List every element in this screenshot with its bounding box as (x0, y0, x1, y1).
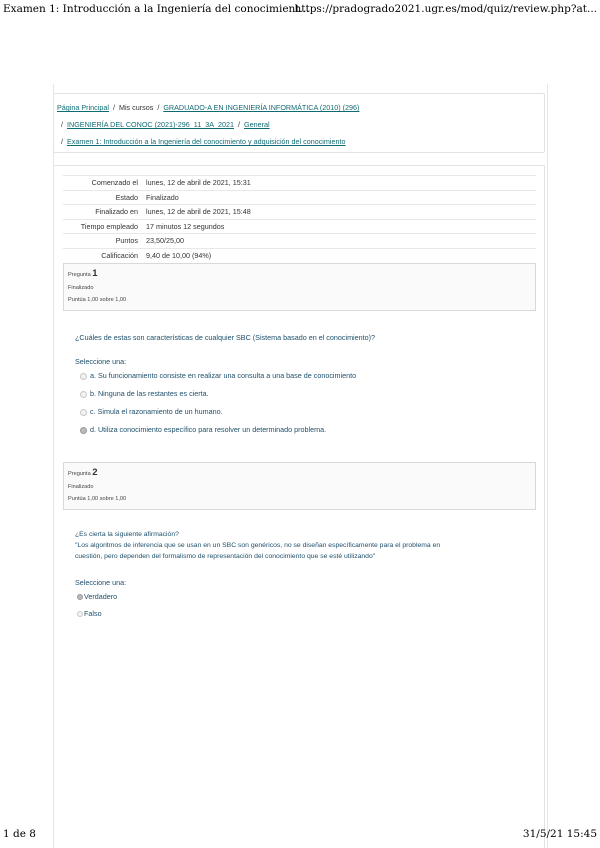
breadcrumb-separator: / (157, 103, 160, 112)
breadcrumb-separator: / (238, 120, 240, 129)
question-grade: Puntúa 1,00 sobre 1,00 (68, 496, 127, 502)
breadcrumb-my-courses: Mis cursos (118, 103, 154, 112)
summary-label: Estado (63, 190, 142, 205)
breadcrumb-separator: / (61, 137, 63, 146)
question-1-option-d[interactable] (80, 425, 326, 434)
breadcrumb-degree-link[interactable]: GRADUADO-A EN INGENIERÍA INFORMÁTICA (2010) (296) (163, 103, 360, 112)
summary-label: Finalizado en (63, 205, 142, 220)
summary-label: Puntos (63, 234, 142, 249)
summary-value: 17 minutos 12 segundos (142, 219, 536, 234)
question-1-select-prompt: Seleccione una: (75, 357, 127, 366)
attempt-summary-table (63, 175, 536, 262)
summary-row (63, 176, 536, 191)
summary-value: Finalizado (142, 190, 536, 205)
question-text-line: cuestión, pero dependen del formalismo de representación del conocimiento que se esté utilizando" (75, 553, 376, 560)
question-1-text: ¿Cuáles de estas son características de cualquier SBC (Sistema basado en el conocimiento)? (75, 333, 376, 342)
summary-row (63, 190, 536, 205)
breadcrumb-section-link[interactable]: General (244, 120, 270, 129)
breadcrumb-quiz-link[interactable]: Examen 1: Introducción a la Ingeniería del conocimiento y adquisición del conocimiento (67, 137, 346, 146)
question-2-option-true[interactable] (77, 592, 117, 601)
question-state: Finalizado (68, 484, 94, 490)
print-date: 31/5/21 15:45 (522, 828, 597, 840)
question-2-option-false[interactable] (77, 609, 102, 618)
radio-button[interactable] (80, 391, 87, 398)
question-grade: Puntúa 1,00 sobre 1,00 (68, 297, 127, 303)
breadcrumb-separator: / (112, 103, 115, 112)
option-label: d. Utiliza conocimiento específico para resolver un determinado problema. (90, 425, 327, 434)
summary-value: 23,50/25,00 (142, 234, 536, 249)
print-footer (0, 828, 600, 842)
question-number-value: 1 (92, 268, 98, 279)
question-number (68, 467, 535, 478)
option-label: a. Su funcionamiento consiste en realizar una consulta a una base de conocimiento (90, 371, 357, 380)
question-text-line: ¿Es cierta la siguiente afirmación? (75, 531, 179, 538)
breadcrumb-line-1 (57, 99, 544, 116)
summary-row (63, 248, 536, 262)
print-page-url: https://pradogrado2021.ugr.es/mod/quiz/review.php?at... (294, 3, 597, 15)
print-header (0, 3, 600, 17)
breadcrumb-line-2 (57, 116, 544, 133)
summary-label: Tiempo empleado (63, 219, 142, 234)
breadcrumb-course-link[interactable]: INGENIERÍA DEL CONOC (2021)-296_11_3A_2021 (67, 120, 234, 129)
breadcrumb-separator: / (61, 120, 63, 129)
option-label: b. Ninguna de las restantes es cierta. (90, 389, 209, 398)
print-page-number: 1 de 8 (3, 828, 36, 840)
question-label: Pregunta (68, 272, 91, 278)
summary-value: 9,40 de 10,00 (94%) (142, 248, 536, 262)
print-page-title: Examen 1: Introducción a la Ingeniería del conocimient... (3, 3, 310, 15)
option-label: c. Simula el razonamiento de un humano. (90, 407, 223, 416)
radio-button-checked[interactable] (80, 427, 87, 434)
breadcrumb-home-link[interactable]: Página Principal (57, 103, 109, 112)
summary-value: lunes, 12 de abril de 2021, 15:48 (142, 205, 536, 220)
question-number (68, 268, 535, 279)
question-label: Pregunta (68, 471, 91, 477)
question-1-option-c[interactable] (80, 407, 223, 416)
radio-button[interactable] (80, 373, 87, 380)
breadcrumb-line-3 (57, 133, 544, 150)
question-1-option-b[interactable] (80, 389, 209, 398)
summary-value: lunes, 12 de abril de 2021, 15:31 (142, 176, 536, 191)
breadcrumb (53, 93, 545, 153)
summary-row (63, 234, 536, 249)
question-text-line: "Los algoritmos de inferencia que se usan en un SBC son genéricos, no se diseñan específicamente para el problema en (75, 542, 441, 549)
summary-row (63, 219, 536, 234)
radio-button[interactable] (80, 409, 87, 416)
radio-button[interactable] (77, 611, 83, 617)
option-label: Verdadero (84, 592, 118, 601)
question-2-select-prompt: Seleccione una: (75, 578, 127, 587)
radio-button-checked[interactable] (77, 594, 83, 600)
question-2-text (75, 531, 440, 564)
option-label: Falso (84, 609, 102, 618)
question-1-info (63, 263, 536, 311)
question-state: Finalizado (68, 285, 94, 291)
question-number-value: 2 (92, 467, 98, 478)
summary-row (63, 205, 536, 220)
question-2-info (63, 462, 536, 510)
summary-label: Comenzado el (63, 176, 142, 191)
question-1-option-a[interactable] (80, 371, 356, 380)
summary-label: Calificación (63, 248, 142, 262)
